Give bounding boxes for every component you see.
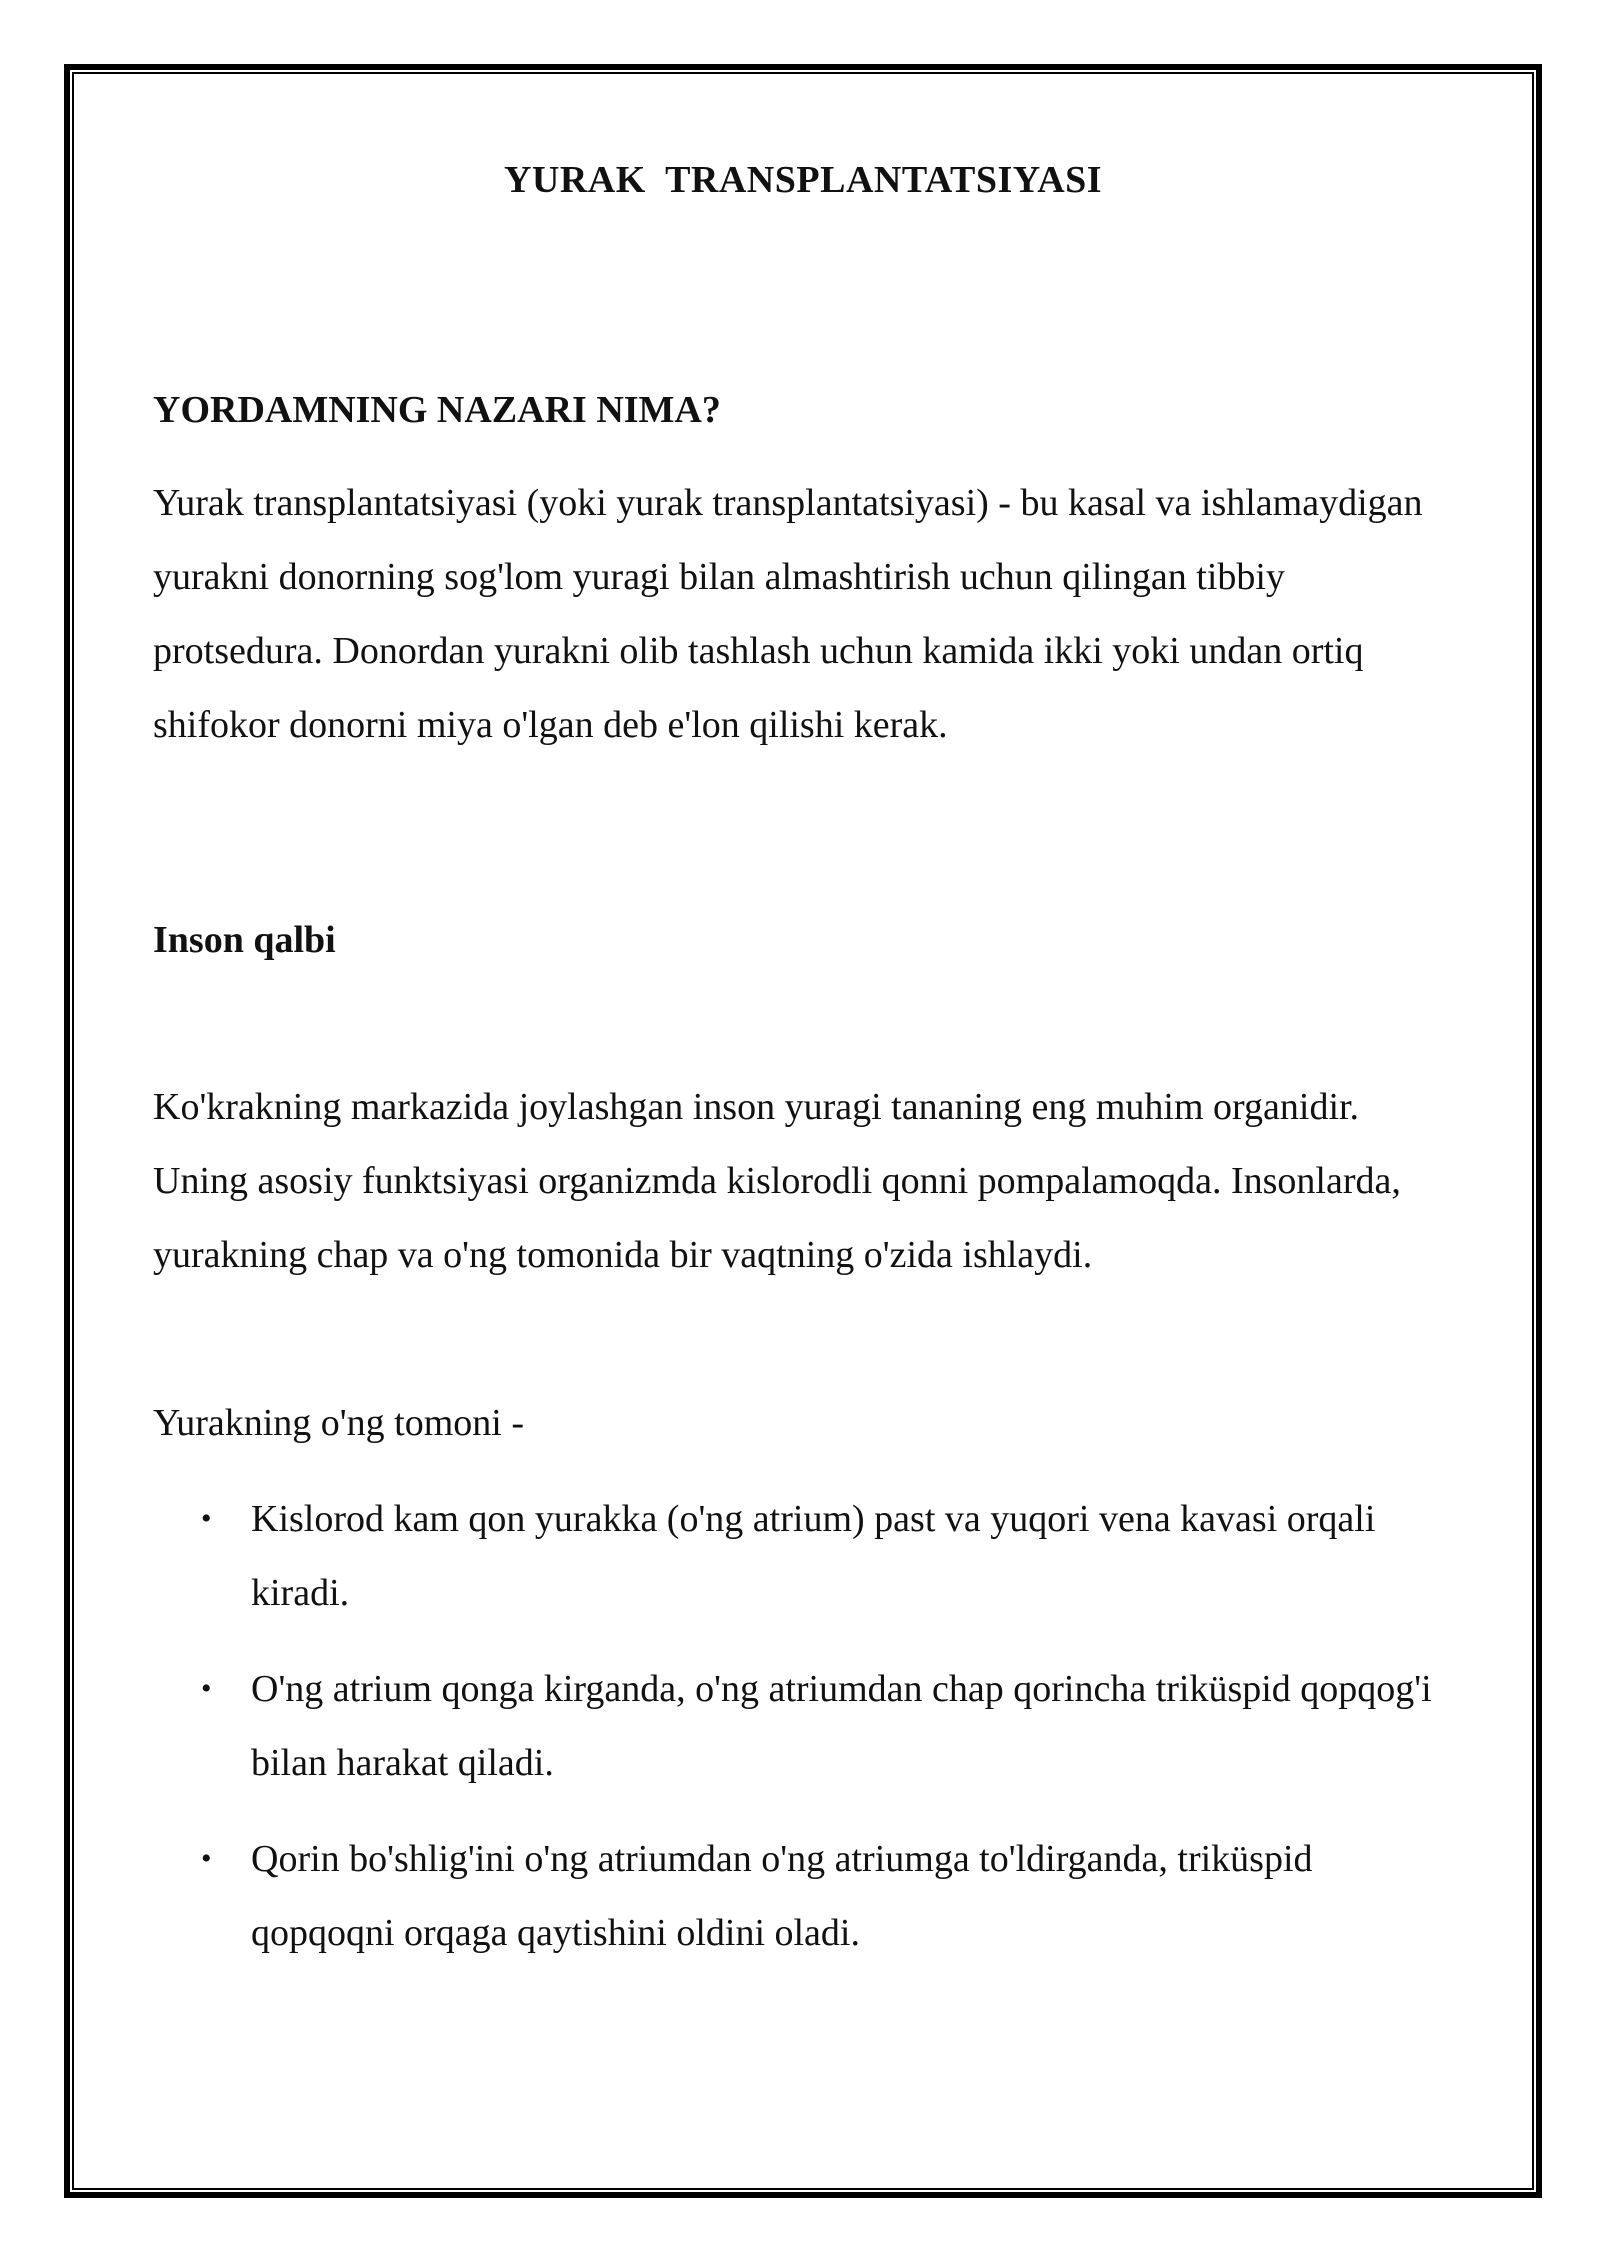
list-item (153, 1822, 1453, 1970)
list-item (153, 1482, 1453, 1630)
bullet-icon: • (201, 1672, 212, 1705)
section-heading-yordamning-nazari: YORDAMNING NAZARI NIMA? (153, 389, 721, 431)
list-item-text: O'ng atrium qonga kirganda, o'ng atriumdan chap qorincha triküspid qopqog'i bilan harakat qiladi. (251, 1668, 1432, 1784)
document-title: YURAK TRANSPLANTATSIYASI (503, 159, 1103, 201)
list-intro-text: Yurakning o'ng tomoni - (153, 1402, 524, 1444)
bullet-list (153, 1482, 1453, 1992)
bullet-icon: • (201, 1842, 212, 1875)
list-item-text: Kislorod kam qon yurakka (o'ng atrium) past va yuqori vena kavasi orqali kiradi. (251, 1498, 1376, 1614)
section-paragraph-intro: Yurak transplantatsiyasi (yoki yurak transplantatsiyasi) - bu kasal va ishlamaydigan yurakni donorning sog'lom yuragi bilan almashtirish uchun qilingan tibbiy protsedura. Donordan yurakni olib tashlash uchun kamida ikki yoki undan ortiq shifokor donorni miya o'lgan deb e'lon qilishi kerak. (153, 482, 1423, 746)
list-item (153, 1652, 1453, 1800)
list-item-text: Qorin bo'shlig'ini o'ng atriumdan o'ng atriumga to'ldirganda, triküspid qopqoqni orqaga qaytishini oldini oladi. (251, 1838, 1313, 1954)
section-heading-inson-qalbi: Inson qalbi (153, 919, 336, 961)
section-paragraph-heart: Ko'krakning markazida joylashgan inson yuragi tananing eng muhim organidir. Uning asosiy funktsiyasi organizmda kislorodli qonni pompalamoqda. Insonlarda, yurakning chap va o'ng tomonida bir vaqtning o'zida ishlaydi. (153, 1086, 1401, 1276)
bullet-icon: • (201, 1502, 212, 1535)
